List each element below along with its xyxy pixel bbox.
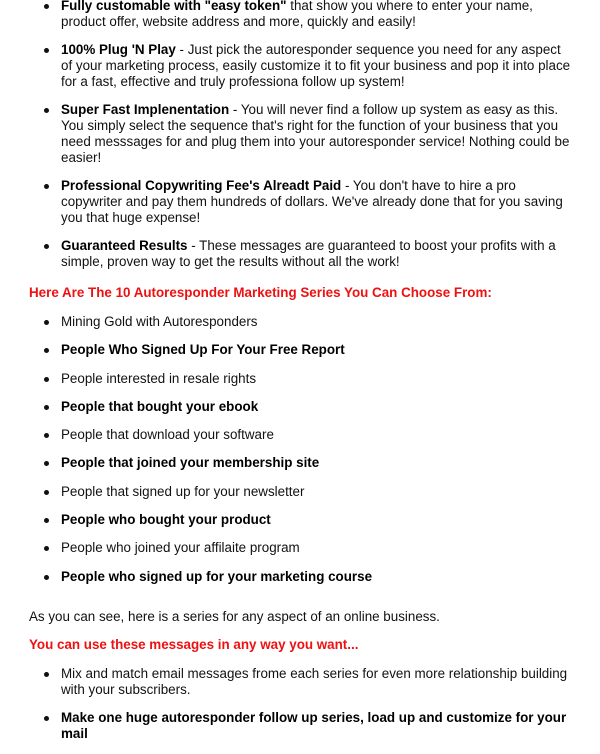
series-item (0, 371, 600, 387)
feature-item (0, 178, 600, 226)
series-item-label: Mining Gold with Autoresponders (61, 314, 258, 329)
feature-title: 100% Plug 'N Play (61, 42, 176, 57)
series-item (0, 342, 600, 358)
series-heading: Here Are The 10 Autoresponder Marketing Series You Can Choose From: (29, 285, 492, 300)
uses-heading: You can use these messages in any way you want... (29, 636, 359, 652)
series-item (0, 512, 600, 528)
series-item-label: People that joined your membership site (61, 455, 320, 471)
feature-text: - You will never find a follow up system as easy as this. You simply select the sequence that's right for the function of your business that you need messsages for and plug them into your autoresponder service! Nothing could be easier! (61, 102, 570, 165)
series-item-label: People Who Signed Up For Your Free Report (61, 342, 345, 358)
uses-item-text: Mix and match email messages frome each series for even more relationship building with your subscribers. (61, 665, 568, 697)
series-item-label: People that signed up for your newsletter (61, 483, 305, 499)
feature-text: - Just pick the autoresponder sequence you need for any aspect of your marketing process, easily customize it to fit your business and pop it into place for a fast, effective and truly professiona follow up system! (61, 42, 571, 89)
feature-item (0, 42, 600, 90)
feature-item (0, 102, 600, 166)
feature-title: Guaranteed Results (61, 238, 188, 253)
uses-item-text: Make one huge autoresponder follow up series, load up and customize for your mail (61, 709, 567, 741)
uses-item (0, 666, 600, 698)
series-item (0, 569, 600, 585)
feature-list (0, 0, 600, 270)
series-item (0, 455, 600, 471)
series-item-label: People who signed up for your marketing course (61, 568, 373, 584)
series-item-label: People that download your software (61, 427, 274, 443)
feature-title: Professional Copywriting Fee's Alreadt Paid (61, 178, 342, 193)
feature-item (0, 238, 600, 270)
series-item (0, 314, 600, 330)
series-item (0, 427, 600, 443)
series-item-label: People who joined your affilaite program (61, 540, 300, 556)
feature-item (0, 0, 600, 30)
uses-list (0, 666, 600, 742)
series-item-label: People who bought your product (61, 512, 271, 528)
series-list (0, 314, 600, 585)
series-item (0, 484, 600, 500)
series-item (0, 540, 600, 556)
summary-text: As you can see, here is a series for any aspect of an online business. (29, 608, 440, 624)
feature-title: Fully customable with "easy token" (61, 0, 287, 13)
feature-text: - You don't have to hire a pro copywriter and pay them hundreds of dollars. We've already done that for you saving you that huge expense! (61, 178, 563, 225)
uses-item (0, 710, 600, 742)
feature-text: - These messages are guaranteed to boost your profits with a simple, proven way to get the results without all the work! (61, 238, 556, 269)
feature-text: that show you where to enter your name, product offer, website address and more, quickly and easily! (61, 0, 533, 29)
series-item (0, 399, 600, 415)
series-item-label: People interested in resale rights (61, 370, 257, 386)
feature-title: Super Fast Implenentation (61, 102, 230, 117)
series-item-label: People that bought your ebook (61, 398, 259, 414)
